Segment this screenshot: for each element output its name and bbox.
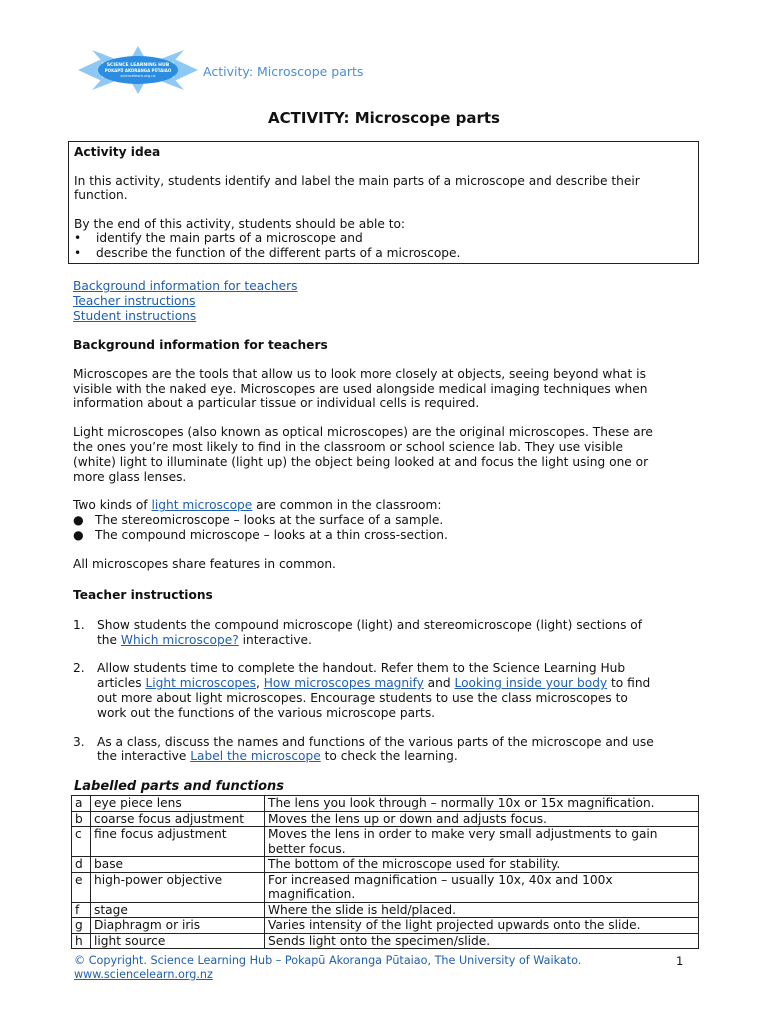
toc-link-background[interactable]: Background information for teachers (73, 279, 298, 293)
kinds-bullet (73, 513, 698, 528)
bullet-dot-icon: ● (73, 527, 84, 542)
page-number: 1 (676, 954, 684, 968)
step-number: 1. (73, 617, 85, 632)
part-name: coarse focus adjustment (91, 811, 265, 827)
bg-para1-line: information about a particular tissue or individual cells is required. (73, 396, 480, 411)
idea-para1-line2: function. (74, 188, 128, 202)
part-name: base (91, 857, 265, 873)
part-letter: g (72, 918, 91, 934)
step1-line2 (97, 633, 642, 648)
part-name: light source (91, 933, 265, 949)
part-function: Moves the lens in order to make very small adjustments to gain better focus. (265, 827, 699, 857)
which-microscope-link[interactable]: Which microscope? (120, 632, 239, 647)
idea-bullet (74, 231, 692, 246)
kinds-bullet-text: The stereomicroscope – looks at the surface of a sample. (95, 513, 444, 528)
bullet-dot-icon: ● (73, 513, 84, 528)
kinds-post: are common in the classroom: (252, 498, 442, 513)
part-name: stage (91, 902, 265, 918)
instruction-step (73, 735, 698, 765)
activity-idea-box (68, 141, 699, 264)
step3-line1: As a class, discuss the names and functions of the various parts of the microscope and use (97, 734, 654, 749)
step3-pre: the interactive (97, 749, 191, 764)
table-row (72, 933, 699, 949)
instruction-step (73, 661, 698, 720)
label-the-microscope-link[interactable]: Label the microscope (190, 749, 321, 764)
part-letter: c (72, 827, 91, 857)
step3-post: to check the learning. (320, 749, 458, 764)
step2-sep2: and (423, 676, 455, 691)
parts-table-wrap (71, 795, 699, 949)
step3-line2 (97, 749, 654, 764)
bg-para2-line: (white) light to illuminate (light up) the object being looked at and focus the light using one or (73, 454, 649, 469)
step2-line2 (97, 676, 650, 691)
light-microscope-link[interactable]: light microscope (151, 498, 253, 513)
step2-line3: out more about light microscopes. Encourage students to use the class microscopes to (97, 690, 628, 705)
idea-bullet-text: identify the main parts of a microscope and (96, 231, 363, 245)
bg-para1-line: visible with the naked eye. Microscopes are used alongside medical imaging techniques when (73, 381, 648, 396)
kinds-bullet (73, 528, 698, 543)
table-row (72, 827, 699, 857)
part-function: Where the slide is held/placed. (265, 902, 699, 918)
bullet-dot-icon: • (74, 245, 82, 260)
part-letter: b (72, 811, 91, 827)
light-microscopes-link[interactable]: Light microscopes (145, 676, 256, 691)
science-learning-hub-logo (74, 46, 202, 94)
logo-line-3: sciencelearn.org.nz (120, 74, 156, 78)
part-letter: h (72, 933, 91, 949)
part-function: Varies intensity of the light projected upwards onto the slide. (265, 918, 699, 934)
part-letter: a (72, 796, 91, 812)
bullet-dot-icon: • (74, 231, 82, 245)
title-bold: ACTIVITY: (268, 109, 350, 127)
parts-table (71, 795, 699, 949)
toc-links (73, 279, 297, 324)
toc-link-student[interactable]: Student instructions (73, 309, 197, 323)
header-title: Activity: Microscope parts (203, 64, 364, 79)
background-heading: Background information for teachers (73, 338, 328, 352)
how-microscopes-magnify-link[interactable]: How microscopes magnify (263, 676, 424, 691)
kinds-intro (73, 498, 698, 513)
part-name: high-power objective (91, 872, 265, 902)
table-row (72, 918, 699, 934)
looking-inside-your-body-link[interactable]: Looking inside your body (454, 676, 608, 691)
step1-pre: the (97, 632, 121, 647)
background-section (73, 338, 698, 572)
step-number: 3. (73, 734, 85, 749)
step2-sep1: , (256, 676, 264, 691)
part-function: For increased magnification – usually 10x, 40x and 100x magnification. (265, 872, 699, 902)
bg-para2-line: the ones you’re most likely to find in the classroom or school science lab. They use visible (73, 439, 624, 454)
idea-bullet (74, 246, 692, 261)
step1-line1: Show students the compound microscope (light) and stereomicroscope (light) sections of (97, 617, 643, 632)
title-rest: Microscope parts (354, 109, 500, 127)
idea-bullet-text: describe the function of the different parts of a microscope. (96, 245, 461, 260)
footer-copyright: © Copyright. Science Learning Hub – Pokapū Akoranga Pūtaiao, The University of Waikato. (74, 954, 582, 967)
step2-post: to find (607, 676, 651, 691)
instruction-step (73, 618, 698, 648)
bg-para1-line: Microscopes are the tools that allow us to look more closely at objects, seeing beyond what is (73, 366, 646, 381)
idea-para2: By the end of this activity, students should be able to: (74, 216, 406, 231)
step1-post: interactive. (238, 632, 312, 647)
logo-line-1: SCIENCE LEARNING HUB (106, 63, 170, 68)
toc-link-teacher[interactable]: Teacher instructions (73, 294, 196, 308)
footer (74, 954, 581, 981)
teacher-section (73, 588, 698, 764)
footer-url[interactable]: www.sciencelearn.org.nz (74, 967, 213, 981)
teacher-heading: Teacher instructions (73, 588, 213, 602)
page-title (0, 109, 768, 127)
table-caption: Labelled parts and functions (74, 779, 285, 794)
logo-line-2: POKAPŪ AKORANGA PŪTAIAO (104, 68, 172, 73)
step2-line1: Allow students time to complete the handout. Refer them to the Science Learning Hub (97, 661, 626, 676)
step2-pre: articles (97, 676, 146, 691)
kinds-bullet-text: The compound microscope – looks at a thin cross-section. (95, 527, 448, 542)
part-function: Sends light onto the specimen/slide. (265, 933, 699, 949)
table-row (72, 902, 699, 918)
idea-para1-line1: In this activity, students identify and label the main parts of a microscope and describe their (74, 173, 640, 188)
step-number: 2. (73, 661, 85, 676)
table-row (72, 811, 699, 827)
part-name: Diaphragm or iris (91, 918, 265, 934)
kinds-pre: Two kinds of (73, 498, 152, 513)
part-function: Moves the lens up or down and adjusts focus. (265, 811, 699, 827)
part-name: eye piece lens (91, 796, 265, 812)
table-row (72, 796, 699, 812)
parts-table-body (72, 796, 699, 949)
part-letter: e (72, 872, 91, 902)
part-letter: f (72, 902, 91, 918)
table-row (72, 872, 699, 902)
table-row (72, 857, 699, 873)
part-function: The bottom of the microscope used for stability. (265, 857, 699, 873)
bg-para2-line: more glass lenses. (73, 469, 187, 484)
bg-closing: All microscopes share features in common. (73, 556, 336, 571)
activity-idea-heading: Activity idea (74, 145, 161, 159)
step2-line4: work out the functions of the various microscope parts. (97, 705, 436, 720)
part-name: fine focus adjustment (91, 827, 265, 857)
part-letter: d (72, 857, 91, 873)
part-function: The lens you look through – normally 10x or 15x magnification. (265, 796, 699, 812)
bg-para2-line: Light microscopes (also known as optical microscopes) are the original microscopes. These are (73, 425, 653, 440)
